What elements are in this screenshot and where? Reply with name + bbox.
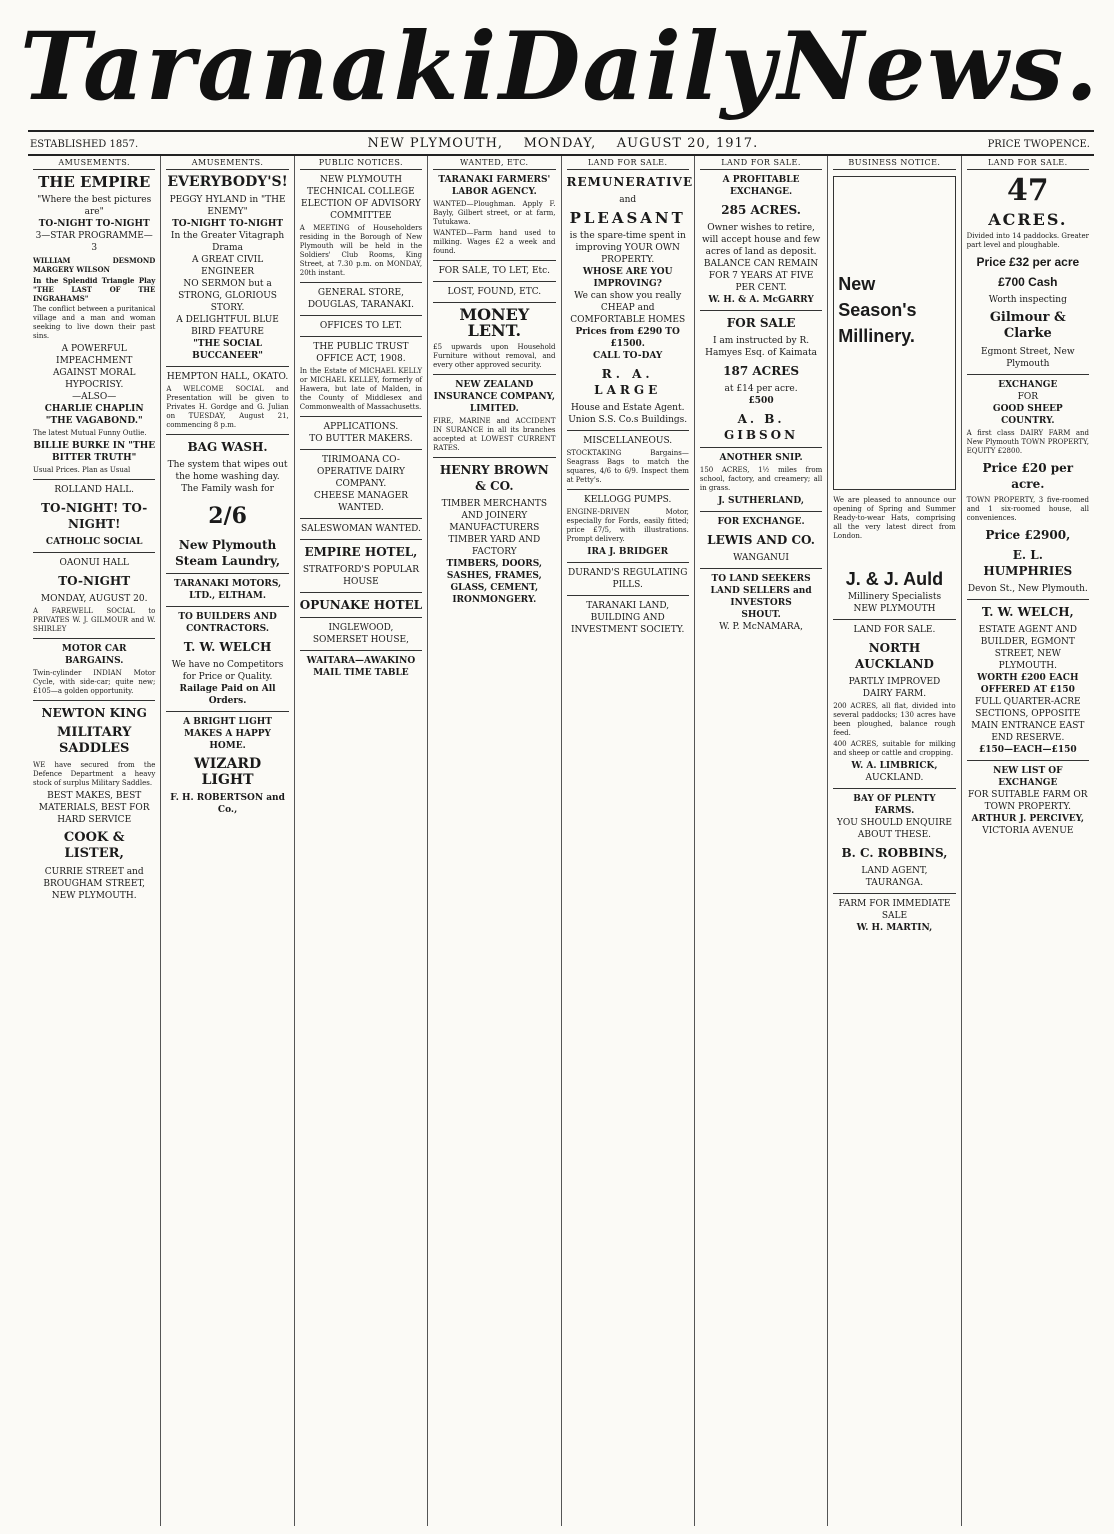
per-acre-price: at £14 per acre. (724, 384, 798, 394)
separator (433, 260, 555, 261)
cash-700: £700 Cash (998, 275, 1058, 289)
column-head: LAND FOR SALE. (967, 158, 1089, 170)
top-rule (28, 130, 1094, 132)
separator (166, 366, 288, 367)
no-sermon: NO SERMON but a STRONG, GLORIOUS STORY. (178, 279, 277, 313)
empire-programme: 3—STAR PROGRAMME—3 (35, 231, 153, 253)
empire-chaplin: CHARLIE CHAPLIN (44, 404, 144, 414)
masthead (20, 8, 1100, 126)
established: ESTABLISHED 1857. (30, 138, 139, 150)
timber-yard: TIMBER YARD AND FACTORY (448, 535, 541, 557)
bay-of-plenty: BAY OF PLENTY FARMS. (853, 794, 936, 816)
egmont-street: Egmont Street, New Plymouth (981, 347, 1075, 369)
masthead-word-1: Taranaki (20, 12, 499, 122)
dairy-farm: A first class DAIRY FARM and New Plymouth TOWN PROPERTY, EQUITY £2800. (966, 429, 1089, 455)
millinery-new: New (838, 274, 876, 294)
empire-desc: The conflict between a puritanical village and a man and woman seeking to live down their past sins. (33, 305, 156, 340)
separator (700, 568, 822, 569)
column-3 (294, 156, 427, 1526)
social-buccaneer: "THE SOCIAL BUCCANEER" (192, 339, 263, 361)
limbrick: W. A. LIMBRICK, (851, 761, 938, 771)
millinery-word: Millinery. (838, 326, 915, 346)
separator (166, 434, 288, 435)
wanted-farmhand: WANTED—Farm hand used to milking. Wages £2 a week and found. (433, 229, 556, 255)
taranaki-motors: TARANAKI MOTORS, LTD., ELTHAM. (173, 579, 282, 601)
town-property: TOWN PROPERTY, 3 five-roomed and 1 six-roomed house, all conveniences. (966, 496, 1089, 522)
column-head: PUBLIC NOTICES. (300, 158, 422, 170)
acres-200: 200 ACRES, all flat, divided into several paddocks; 130 acres have been ploughed, balance rough feed. (833, 702, 956, 737)
engine-text: ENGINE-DRIVEN Motor, especially for Fords, easily fitted; price £7/5, with illustrations. Prompt delivery. (566, 508, 689, 543)
column-6 (694, 156, 827, 1526)
divided-text: Divided into 14 paddocks. Greater part level and ploughable. (966, 232, 1089, 249)
column-head: BUSINESS NOTICE. (833, 158, 955, 170)
welch-name: T. W. WELCH (183, 640, 272, 654)
oaonui-date: MONDAY, AUGUST 20. (40, 594, 148, 604)
north-auckland: NORTH AUCKLAND (854, 641, 934, 671)
hempton-hall: HEMPTON HALL, OKATO. (166, 372, 289, 382)
motor-head: MOTOR CAR BARGAINS. (61, 644, 127, 666)
acres-400: 400 ACRES, suitable for milking and sheep or cattle and cropping. (833, 740, 956, 757)
wizard-light: WIZARD LIGHT (193, 756, 262, 788)
column-2 (160, 156, 293, 1526)
lost-found-head: LOST, FOUND, ETC. (447, 287, 542, 297)
pleasant: PLEASANT (569, 209, 686, 227)
separator (433, 457, 555, 458)
separator (33, 552, 155, 553)
empire-also: —ALSO— (72, 392, 117, 402)
mail-timetable: WAITARA—AWAKINO MAIL TIME TABLE (306, 656, 416, 678)
empire-tag: "Where the best pictures are" (37, 195, 152, 217)
separator (700, 310, 822, 311)
separator (833, 893, 955, 894)
bag-wash-text: The system that wipes out the home washing day. (167, 460, 288, 482)
enquire: YOU SHOULD ENQUIRE ABOUT THESE. (836, 818, 952, 840)
acres-47: 47 (1006, 173, 1049, 208)
oaonui-farewell: A FAREWELL SOCIAL to PRIVATES W. J. GILMOUR and W. SHIRLEY (33, 607, 156, 633)
saddles-best: BEST MAKES, BEST MATERIALS, BEST FOR HARD SERVICE (38, 791, 150, 825)
separator (300, 592, 422, 593)
saleswoman-wanted: SALESWOMAN WANTED. (300, 524, 421, 534)
cheese-manager: CHEESE MANAGER WANTED. (313, 491, 408, 513)
balance-text: BALANCE CAN REMAIN FOR 7 YEARS AT FIVE PER CENT. (703, 259, 819, 293)
money-lent: MONEY LENT. (459, 305, 530, 340)
butter-makers: TO BUTTER MAKERS. (309, 434, 413, 444)
separator (700, 511, 822, 512)
wanted-ploughman: WANTED—Ploughman. Apply F. Bayly, Gilbert street, or at farm, Tutukawa. (433, 200, 556, 226)
price-2900: Price £2900, (985, 528, 1071, 542)
separator (300, 315, 422, 316)
inglewood: INGLEWOOD, SOMERSET HOUSE, (312, 623, 409, 645)
profitable-exchange: A PROFITABLE EXCHANGE. (722, 175, 800, 197)
empire-vagabond: "THE VAGABOND." (45, 416, 143, 426)
building-society: TARANAKI LAND, BUILDING AND INVESTMENT SOCIETY. (570, 601, 685, 635)
offered-150: OFFERED AT £150 (980, 685, 1075, 695)
general-store: GENERAL STORE, DOUGLAS, TARANAKI. (307, 288, 415, 310)
peggy-hyland: PEGGY HYLAND in "THE ENEMY" (169, 195, 286, 217)
kelly-estate: In the Estate of MICHAEL KELLY or MICHAEL KELLEY, formerly of Hawera, but late of Malden, in the County of Middlesex and Commonwealth of Massachusetts. (299, 367, 423, 411)
column-5 (561, 156, 694, 1526)
land-seekers: TO LAND SEEKERS LAND SELLERS and INVESTORS (710, 574, 812, 608)
price-range: Prices from £290 TO £1500. (575, 327, 680, 349)
separator (300, 336, 422, 337)
welch-sub: ESTATE AGENT AND BUILDER, EGMONT STREET, NEW PLYMOUTH. (978, 625, 1077, 671)
newton-king: NEWTON KING (41, 706, 147, 720)
for-sale-head: FOR SALE, TO LET, Etc. (438, 266, 551, 276)
public-trust: THE PUBLIC TRUST OFFICE ACT, 1908. (313, 342, 409, 364)
insurance-text: FIRE, MARINE and ACCIDENT IN SURANCE in all its branches accepted at LOWEST CURRENT RATES. (433, 417, 556, 452)
masthead-word-2: Daily (498, 12, 778, 122)
whose-improving: WHOSE ARE YOU IMPROVING? (582, 267, 673, 289)
worth-200: WORTH £200 EACH (977, 673, 1079, 683)
bridger: IRA J. BRIDGER (587, 547, 669, 557)
cash-deposit: £500 (748, 396, 774, 406)
applications: APPLICATIONS. (323, 422, 399, 432)
separator (967, 760, 1089, 761)
partly-improved: PARTLY IMPROVED DAIRY FARM. (848, 677, 941, 699)
each-150: £150—EACH—£150 (979, 745, 1077, 755)
railage-paid: Railage Paid on All Orders. (179, 684, 276, 706)
separator (300, 617, 422, 618)
insurance-company: NEW ZEALAND INSURANCE COMPANY, LIMITED. (433, 380, 555, 414)
separator (166, 711, 288, 712)
wanganui: WANGANUI (733, 553, 789, 563)
robertson: F. H. ROBERTSON and Co., (170, 793, 285, 815)
gilmour-clarke: Gilmour & Clarke (989, 310, 1066, 341)
civil-engineer: A GREAT CIVIL ENGINEER (191, 255, 264, 277)
family-wash: The Family wash for (181, 484, 274, 494)
column-7 (827, 156, 960, 1526)
durand-pills: DURAND'S REGULATING PILLS. (567, 568, 688, 590)
separator (166, 606, 288, 607)
technical-college: NEW PLYMOUTH TECHNICAL COLLEGE (307, 175, 415, 197)
opunake-hotel: OPUNAKE HOTEL (299, 598, 423, 612)
separator (433, 302, 555, 303)
auckland: AUCKLAND. (865, 773, 924, 783)
cook-address: CURRIE STREET and BROUGHAM STREET, NEW PLYMOUTH. (43, 867, 145, 901)
dateline-day: MONDAY, (523, 136, 597, 151)
empire-burke: BILLIE BURKE IN "THE BITTER TRUTH" (33, 441, 156, 463)
shout: SHOUT. (741, 610, 781, 620)
dateline-date: AUGUST 20, 1917. (616, 136, 759, 151)
dateline-center (368, 138, 759, 150)
column-head: LAND FOR SALE. (567, 158, 689, 170)
suitable-farm: FOR SUITABLE FARM OR TOWN PROPERTY. (968, 790, 1088, 812)
lewis-co: LEWIS AND CO. (707, 533, 815, 547)
separator (300, 449, 422, 450)
separator (33, 700, 155, 701)
meeting-text: A MEETING of Householders residing in the Borough of New Plymouth will be held in the Soldiers' Club Rooms, King Street, at 7.30 p.m. on MONDAY, 20th instant. (299, 224, 423, 277)
auld-sub: Millinery Specialists (847, 592, 942, 602)
cook-lister: COOK & LISTER, (63, 830, 125, 861)
acres-285: 285 ACRES. (721, 203, 801, 217)
separator (567, 430, 689, 431)
separator (967, 599, 1089, 600)
timber-goods: TIMBERS, DOORS, SASHES, FRAMES, GLASS, CEMENT, IRONMONGERY. (446, 559, 543, 605)
separator (433, 374, 555, 375)
timber-merchants: TIMBER MERCHANTS AND JOINERY MANUFACTURERS (441, 499, 548, 533)
separator (567, 562, 689, 563)
auld-city: NEW PLYMOUTH (853, 604, 936, 614)
empire-impeach: A POWERFUL IMPEACHMENT AGAINST MORAL HYPOCRISY. (52, 344, 136, 390)
instructed: I am instructed by R. Hamyes Esq. of Kaimata (705, 336, 817, 358)
offices-to-let: OFFICES TO LET. (319, 321, 403, 331)
millinery-text: We are pleased to announce our opening of Spring and Summer Ready-to-wear Hats, comprising all the very latest direct from London. (833, 496, 956, 540)
separator (300, 518, 422, 519)
mcnamara: W. P. McNAMARA, (719, 622, 803, 632)
gibson: A. B. GIBSON (724, 412, 799, 442)
acres-187: 187 ACRES (723, 364, 799, 378)
percivey: ARTHUR J. PERCIVEY, (971, 814, 1085, 824)
humphries: E. L. HUMPHRIES (983, 548, 1073, 578)
column-4 (427, 156, 560, 1526)
labor-agency: TARANAKI FARMERS' LABOR AGENCY. (438, 175, 551, 197)
empire-cast: WILLIAM DESMOND MARGERY WILSON (33, 256, 156, 274)
sutherland: J. SUTHERLAND, (718, 496, 804, 506)
separator (300, 539, 422, 540)
mcgarry: W. H. & A. McGARRY (708, 295, 814, 305)
victoria-avenue: VICTORIA AVENUE (982, 826, 1074, 836)
oaonui-hall: OAONUI HALL (59, 558, 129, 568)
cheap-homes: We can show you really CHEAP and COMFORTABLE HOMES (570, 291, 686, 325)
money-text: £5 upwards upon Household Furniture without removal, and every other approved security. (433, 343, 556, 369)
empire-title: THE EMPIRE (38, 173, 151, 191)
miscellaneous: MISCELLANEOUS. (583, 436, 673, 446)
saddles-head: MILITARY SADDLES (56, 725, 132, 756)
bright-light: A BRIGHT LIGHT MAKES A HAPPY HOME. (183, 717, 272, 751)
stocktaking: STOCKTAKING Bargains—Seagrass Bags to match the squares, 4/6 to 6/9. Inspect them at Petty's. (566, 449, 689, 484)
everybodys-tonight: TO-NIGHT TO-NIGHT (172, 219, 284, 229)
for-sale: FOR SALE (726, 316, 796, 330)
immediate-sale: FARM FOR IMMEDIATE SALE (838, 899, 951, 921)
masthead-word-3: News. (777, 12, 1100, 122)
large-agent: R. A. LARGE (594, 367, 662, 397)
bluebird: A DELIGHTFUL BLUE BIRD FEATURE (176, 315, 279, 337)
column-8 (961, 156, 1094, 1526)
column-1 (28, 156, 160, 1526)
price: PRICE TWOPENCE. (987, 138, 1090, 150)
price-20: Price £20 per acre. (982, 461, 1074, 491)
empire-tonight: TO-NIGHT TO-NIGHT (38, 219, 150, 229)
welcome-social: A WELCOME SOCIAL and Presentation will be given to Privates H. Gordge and G. Julian on TUESDAY, August 21, commencing 8 p.m. (166, 385, 289, 429)
separator (33, 638, 155, 639)
separator (967, 374, 1089, 375)
empire-prices: Usual Prices. Plan as Usual (33, 466, 131, 474)
millinery-box (833, 176, 955, 490)
tauranga: LAND AGENT, TAURANGA. (861, 866, 928, 888)
sheep-country: GOOD SHEEP COUNTRY. (992, 404, 1063, 426)
remunerative: REMUNERATIVE (566, 175, 694, 189)
everybodys: EVERYBODY'S! (167, 174, 288, 190)
bag-wash: BAG WASH. (187, 440, 268, 454)
call-today: CALL TO-DAY (593, 351, 663, 361)
retire-text: Owner wishes to retire, will accept house and few acres of land as deposit. (701, 223, 821, 257)
exchange: EXCHANGE (998, 380, 1058, 390)
new-list: NEW LIST OF EXCHANGE (993, 766, 1063, 788)
devon-street: Devon St., New Plymouth. (967, 584, 1088, 594)
martin: W. H. MARTIN, (856, 923, 933, 933)
tirimoana: TIRIMOANA CO-OPERATIVE DAIRY COMPANY. (316, 455, 405, 489)
column-head: WANTED, ETC. (433, 158, 555, 170)
separator (833, 619, 955, 620)
separator (300, 282, 422, 283)
kellogg-pumps: KELLOGG PUMPS. (584, 495, 672, 505)
for-exchange: FOR EXCHANGE. (717, 517, 805, 527)
welch-agent: T. W. WELCH, (981, 605, 1074, 619)
advisory-election: ELECTION OF ADVISORY COMMITTEE (301, 199, 421, 221)
empire-hotel: EMPIRE HOTEL, (304, 545, 418, 559)
land-head: LAND FOR SALE. (853, 625, 936, 635)
separator (33, 479, 155, 480)
no-competitors: We have no Competitors for Price or Quality. (171, 660, 284, 682)
rolland-tonight: TO-NIGHT! TO-NIGHT! (41, 501, 148, 531)
columns (28, 156, 1094, 1526)
vitagraph: In the Greater Vitagraph Drama (170, 231, 285, 253)
oaonui-tonight: TO-NIGHT (58, 574, 131, 588)
worth-inspecting: Worth inspecting (988, 295, 1067, 305)
separator (700, 447, 822, 448)
millinery-season: Season's (838, 300, 917, 320)
price-per-acre: Price £32 per acre (976, 255, 1080, 269)
separator (567, 489, 689, 490)
quarter-acre: FULL QUARTER-ACRE SECTIONS, OPPOSITE MAIN ENTRANCE EAST END RESERVE. (971, 697, 1085, 743)
large-agent-text: House and Estate Agent. Union S.S. Co.s Buildings. (568, 403, 688, 425)
separator (567, 595, 689, 596)
and-word: and (619, 195, 637, 205)
separator (166, 573, 288, 574)
empire-mutual: The latest Mutual Funny Outlie. (33, 429, 147, 437)
acres-word: ACRES. (988, 210, 1068, 229)
separator (833, 788, 955, 789)
steam-laundry: New Plymouth Steam Laundry, (175, 538, 280, 568)
column-head: AMUSEMENTS. (166, 158, 288, 170)
empire-film: In the Splendid Triangle Play "THE LAST OF THE INGRAHAMS" (33, 276, 156, 303)
separator (433, 281, 555, 282)
builders-head: TO BUILDERS AND CONTRACTORS. (178, 612, 277, 634)
rolland-hall: ROLLAND HALL. (54, 485, 135, 495)
another-snip: ANOTHER SNIP. (719, 453, 803, 463)
separator (300, 416, 422, 417)
for-word: FOR (1017, 392, 1039, 402)
auld: J. & J. Auld (845, 569, 944, 589)
separator (300, 650, 422, 651)
dateline-city: NEW PLYMOUTH, (367, 136, 504, 151)
henry-brown: HENRY BROWN & CO. (439, 463, 549, 493)
snip-text: 150 ACRES, 1½ miles from school, factory, and creamery; all in grass. (699, 466, 823, 492)
motor-text: Twin-cylinder INDIAN Motor Cycle, with side-car; quite new; £105—a golden opportunity. (33, 669, 156, 695)
dateline (30, 136, 1090, 152)
popular-house: STRATFORD'S POPULAR HOUSE (302, 565, 420, 587)
improving-text: is the spare-time spent in improving YOUR OWN PROPERTY. (569, 231, 686, 265)
robbins: B. C. ROBBINS, (841, 846, 948, 860)
column-head: AMUSEMENTS. (33, 158, 155, 170)
rolland-social: CATHOLIC SOCIAL (45, 537, 143, 547)
bag-wash-price: 2/6 (208, 503, 247, 529)
column-head: LAND FOR SALE. (700, 158, 822, 170)
saddles-text: WE have secured from the Defence Department a heavy stock of surplus Military Saddles. (33, 761, 156, 787)
